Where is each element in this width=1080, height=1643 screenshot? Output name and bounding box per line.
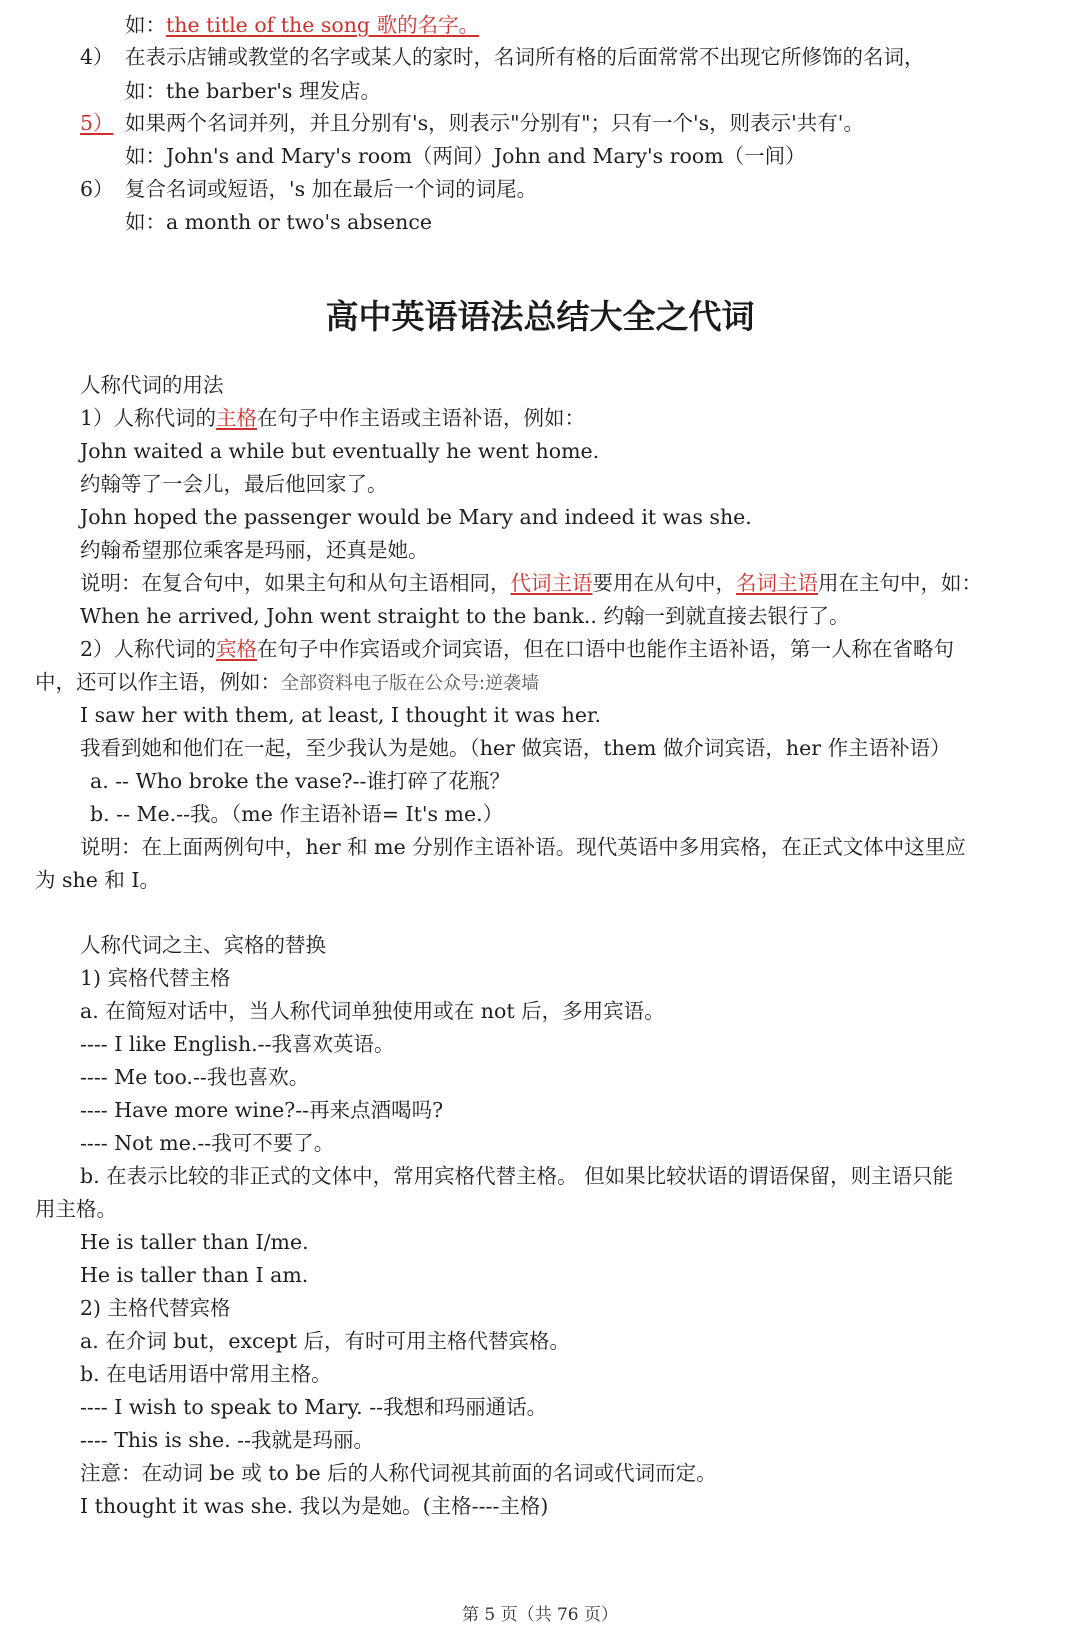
- list-number: 6）: [80, 177, 114, 201]
- section-title: 高中英语语法总结大全之代词: [325, 297, 755, 336]
- highlighted-term: 名词主语: [736, 571, 818, 595]
- example-line: [125, 10, 479, 40]
- list-item-6: [80, 174, 537, 204]
- list-text: 复合名词或短语，'s 加在最后一个词的词尾。: [125, 177, 538, 201]
- paragraph-line: [80, 403, 585, 433]
- example-prefix: 如：: [125, 13, 166, 37]
- text-segment: 在句子中作宾语或介词宾语，但在口语中也能作主语补语，第一人称在省略句: [257, 637, 955, 661]
- example-line: 如：a month or two's absence: [125, 210, 432, 234]
- text-segment: 1）人称代词的: [80, 406, 217, 430]
- text-segment: 要用在从句中，: [592, 571, 736, 595]
- example-sentence: He is taller than I/me.: [80, 1230, 309, 1254]
- list-text: 在表示店铺或教堂的名字或某人的家时，名词所有格的后面常常不出现它所修饰的名词，: [125, 45, 925, 69]
- watermark-text: 全部资料电子版在公众号:逆袭墙: [281, 673, 540, 694]
- text-segment: 2）人称代词的: [80, 637, 217, 661]
- list-text: 如果两个名词并列，并且分别有's，则表示"分别有"；只有一个's，则表示'共有'。: [125, 111, 864, 135]
- example-line: 如：John's and Mary's room（两间）John and Mary's room（一间）: [125, 144, 806, 168]
- dialogue-line: ---- I like English.--我喜欢英语。: [80, 1032, 395, 1056]
- example-sentence: John hoped the passenger would be Mary and indeed it was she.: [80, 505, 752, 529]
- dialogue-line: ---- Me too.--我也喜欢。: [80, 1065, 310, 1089]
- list-item-5: [80, 108, 864, 138]
- dialogue-line: ---- Have more wine?--再来点酒喝吗?: [80, 1098, 444, 1122]
- example-line: 如：the barber's 理发店。: [125, 79, 381, 103]
- rule-line: a. 在介词 but，except 后，有时可用主格代替宾格。: [80, 1329, 571, 1353]
- text-segment: 用在主句中，如：: [818, 571, 982, 595]
- dialogue-line: ---- This is she. --我就是玛丽。: [80, 1428, 375, 1452]
- list-heading: 1) 宾格代替主格: [80, 966, 231, 990]
- example-sentence: When he arrived, John went straight to the bank.. 约翰一到就直接去银行了。: [80, 604, 850, 628]
- list-number: 5）: [80, 111, 114, 135]
- rule-line: a. 在简短对话中，当人称代词单独使用或在 not 后，多用宾语。: [80, 999, 665, 1023]
- example-sentence: I thought it was she. 我以为是她。(主格----主格): [80, 1494, 549, 1518]
- paragraph-line: [80, 634, 954, 664]
- example-sentence: I saw her with them, at least, I thought it was her.: [80, 703, 602, 727]
- page-number-footer: 第 5 页（共 76 页）: [461, 1605, 619, 1625]
- example-sentence: b. -- Me.--我。（me 作主语补语= It's me.）: [90, 802, 504, 826]
- translation-line: 约翰希望那位乘客是玛丽，还真是她。: [80, 538, 429, 562]
- translation-line: 我看到她和他们在一起，至少我认为是她。（her 做宾语，them 做介词宾语，her 作主语补语）: [80, 736, 951, 760]
- note-line: 说明：在上面两例句中，her 和 me 分别作主语补语。现代英语中多用宾格，在正式文体中这里应: [80, 835, 966, 859]
- rule-line: 用主格。: [35, 1197, 117, 1221]
- example-sentence: a. -- Who broke the vase?--谁打碎了花瓶？: [90, 769, 510, 793]
- dialogue-line: ---- I wish to speak to Mary. --我想和玛丽通话。: [80, 1395, 548, 1419]
- note-line: 注意：在动词 be 或 to be 后的人称代词视其前面的名词或代词而定。: [80, 1461, 717, 1485]
- highlighted-term: 宾格: [216, 637, 258, 661]
- example-sentence: John waited a while but eventually he went home.: [80, 439, 600, 463]
- subheading: 人称代词的用法: [80, 373, 224, 397]
- list-item-4: [80, 42, 925, 72]
- paragraph-line: [35, 667, 539, 697]
- dialogue-line: ---- Not me.--我可不要了。: [80, 1131, 335, 1155]
- rule-line: b. 在表示比较的非正式的文体中，常用宾格代替主格。 但如果比较状语的谓语保留，则主语只能: [80, 1164, 954, 1188]
- highlighted-term: 代词主语: [510, 571, 593, 595]
- subheading: 人称代词之主、宾格的替换: [80, 933, 326, 957]
- note-line: 为 she 和 I。: [35, 868, 161, 892]
- highlighted-term: 主格: [216, 406, 258, 430]
- example-sentence: He is taller than I am.: [80, 1263, 309, 1287]
- note-line: [80, 568, 982, 598]
- text-segment: 在句子中作主语或主语补语，例如：: [257, 406, 586, 430]
- translation-line: 约翰等了一会儿，最后他回家了。: [80, 472, 388, 496]
- text-segment: 说明：在复合句中，如果主句和从句主语相同，: [80, 571, 511, 595]
- list-heading: 2) 主格代替宾格: [80, 1296, 231, 1320]
- list-number: 4）: [80, 45, 114, 69]
- text-segment: 中，还可以作主语，例如：: [35, 670, 281, 694]
- highlighted-example: the title of the song 歌的名字。: [166, 13, 480, 37]
- rule-line: b. 在电话用语中常用主格。: [80, 1362, 332, 1386]
